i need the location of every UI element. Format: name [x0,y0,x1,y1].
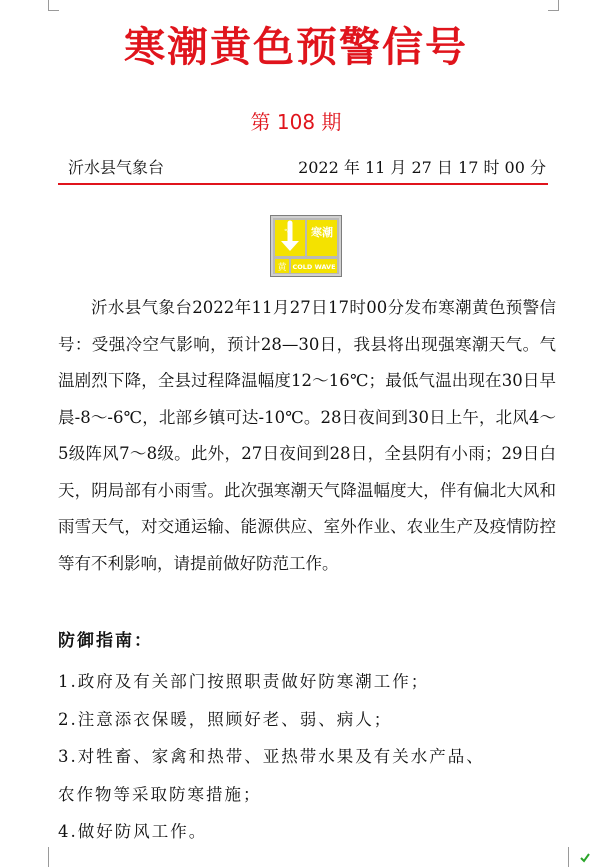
defense-guide-title: 防御指南： [58,631,153,651]
document-title: 寒潮黄色预警信号 [124,23,468,71]
warning-paragraph: 沂水县气象台2022年11月27日17时00分发布寒潮黄色预警信号：受强冷空气影响，预计28—30日，我县将出现强寒潮天气。气温剧烈下降，全县过程降温幅度12～16℃；最低气温出现在30日早晨-8～-6℃，北部乡镇可达-10℃。28日夜间到30日上午，北风4～5级阵风7～8级。此外，27日夜间到28日，全县阴有小雨；29日白天，阴局部有小雨雪。此次强寒潮天气降温幅度大，伴有偏北大风和雨雪天气，对交通运输、能源供应、室外作业、农业生产及疫情防控等有不利影响，请提前做好防范工作。 [58,298,556,573]
guide-item: 1.政府及有关部门按照职责做好防寒潮工作； [58,672,430,691]
svg-text:℃: ℃ [284,228,292,236]
cold-wave-yellow-warning-icon [270,215,342,277]
issuer-name: 沂水县气象台 [68,158,165,177]
warning-icon-english-text: COLD WAVE [292,263,336,271]
header-divider [58,183,548,185]
page-corner-mark [560,847,569,867]
document-edit-icon[interactable] [579,852,591,864]
warning-body [58,290,556,582]
page-corner-mark [48,0,59,11]
guide-item: 农作物等采取防寒措施； [58,784,262,804]
issue-number: 第 108 期 [250,110,342,134]
guide-item: 4.做好防风工作。 [58,822,208,841]
issue-datetime: 2022 年 11 月 27 日 17 时 00 分 [298,158,546,177]
guide-item: 3.对牲畜、家禽和热带、亚热带水果及有关水产品、 [58,747,485,766]
warning-icon-level-text: 黄 [277,263,287,273]
warning-icon-top-text: 寒潮 [311,226,333,239]
guide-item: 2.注意添衣保暖，照顾好老、弱、病人； [58,709,393,729]
page-corner-mark [548,0,559,11]
defense-guide-list [58,663,568,851]
page-corner-mark [48,847,59,867]
